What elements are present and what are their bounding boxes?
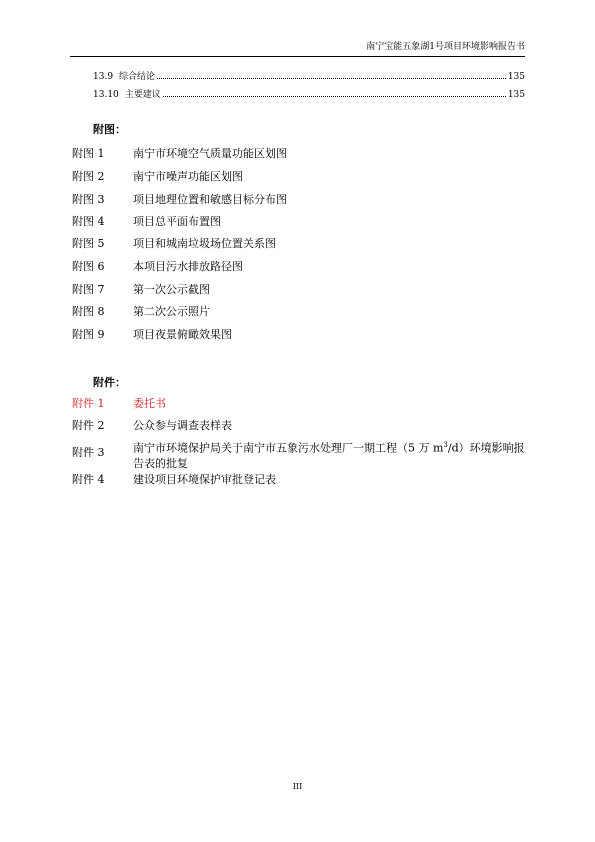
toc-entry-page: 135 [507, 90, 525, 100]
attachment-title: 委托书 [133, 397, 166, 410]
toc-entry-number: 13.9 [93, 72, 114, 82]
attachment-title: 建设项目环境保护审批登记表 [133, 473, 276, 486]
toc-entry-title: 综合结论 [119, 72, 156, 82]
toc-dot-leader [157, 77, 506, 79]
figure-label: 附图 9 [72, 328, 105, 341]
page-number: III [292, 782, 303, 791]
attachment-title [133, 438, 533, 471]
attachment-title: 公众参与调查表样表 [133, 419, 232, 432]
figure-title: 南宁市噪声功能区划图 [133, 170, 243, 183]
attachment-label: 附件 2 [72, 419, 105, 432]
attachment-label: 附件 1 [72, 397, 105, 410]
toc-entry[interactable] [93, 68, 525, 82]
figure-label: 附图 1 [72, 147, 105, 160]
figure-label: 附图 3 [72, 193, 105, 206]
figure-label: 附图 5 [72, 237, 105, 250]
header-title: 南宁宝能五象湖1号项目环境影响报告书 [366, 42, 525, 52]
toc-entry[interactable] [93, 86, 525, 100]
figure-title: 项目地理位置和敏感目标分布图 [133, 193, 287, 206]
toc-dot-leader [163, 95, 506, 97]
figure-title: 第二次公示照片 [133, 305, 210, 318]
toc-entry-title: 主要建议 [124, 90, 161, 100]
toc-entry-number: 13.10 [93, 90, 119, 100]
figure-title: 本项目污水排放路径图 [133, 260, 243, 273]
attachments-section-title: 附件： [93, 376, 126, 389]
superscript: 3 [443, 441, 448, 449]
page-header [70, 40, 525, 57]
figure-label: 附图 6 [72, 260, 105, 273]
attachment-item [72, 438, 532, 470]
figure-title: 项目夜景俯瞰效果图 [133, 328, 232, 341]
figure-label: 附图 4 [72, 215, 105, 228]
figure-label: 附图 2 [72, 170, 105, 183]
attachment-title-part: /d）环境影响报告表的批复 [133, 441, 525, 470]
figures-section-title: 附图： [93, 123, 126, 136]
attachment-label: 附件 4 [72, 473, 105, 486]
toc-entry-page: 135 [507, 72, 525, 82]
figure-title: 第一次公示截图 [133, 283, 210, 296]
attachment-label: 附件 3 [72, 446, 105, 459]
figure-label: 附图 8 [72, 305, 105, 318]
figure-title: 南宁市环境空气质量功能区划图 [133, 147, 287, 160]
figure-title: 项目总平面布置图 [133, 215, 221, 228]
attachment-title-part: 南宁市环境保护局关于南宁市五象污水处理厂一期工程（5 万 m [133, 441, 444, 455]
figure-title: 项目和城南垃圾场位置关系图 [133, 237, 276, 250]
figure-label: 附图 7 [72, 283, 105, 296]
